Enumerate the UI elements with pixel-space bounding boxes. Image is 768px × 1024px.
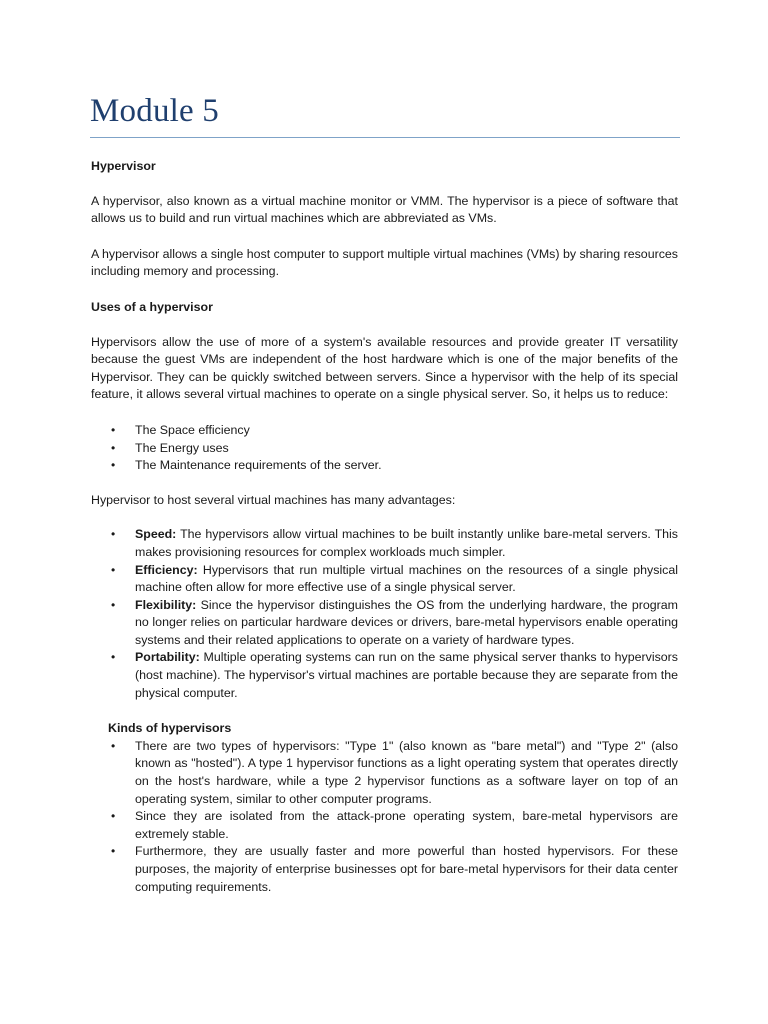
paragraph-advantages-intro: Hypervisor to host several virtual machines has many advantages: bbox=[91, 492, 456, 507]
reduce-list bbox=[91, 422, 678, 475]
bullet-icon: • bbox=[111, 650, 116, 665]
paragraph-uses: Hypervisors allow the use of more of a system's available resources and provide greater IT versatility because the guest VMs are independent of the host hardware which is one of the major benefits of the Hypervisor. They can be quickly switched between servers. Since a hypervisor with the help of its special feature, it allows several virtual machines to operate on a single physical server. So, it helps us to reduce: bbox=[91, 334, 678, 402]
bullet-icon: • bbox=[111, 422, 116, 437]
list-item: • The Energy uses bbox=[91, 440, 678, 458]
bullet-icon: • bbox=[111, 809, 116, 824]
advantage-term: Flexibility: bbox=[135, 597, 197, 612]
page-title: Module 5 bbox=[90, 93, 220, 129]
heading-uses: Uses of a hypervisor bbox=[91, 299, 213, 314]
bullet-icon: • bbox=[111, 458, 116, 473]
list-item: • Portability: Multiple operating systems can run on the same physical server thanks to hypervisors (host machine). The hypervisor's virtual machines are portable because they are separate from the physical computer. bbox=[111, 650, 678, 700]
list-item: • Flexibility: Since the hypervisor distinguishes the OS from the underlying hardware, the program no longer relies on particular hardware devices or drivers, bare-metal hypervisors enable operating systems and their related applications to operate on a variety of hardware types. bbox=[111, 597, 678, 647]
kinds-list bbox=[91, 738, 678, 896]
bullet-icon: • bbox=[111, 440, 116, 455]
heading-kinds: Kinds of hypervisors bbox=[108, 721, 232, 736]
bullet-icon: • bbox=[111, 527, 116, 542]
list-item: • Since they are isolated from the attack-prone operating system, bare-metal hypervisors are extremely stable. bbox=[111, 809, 678, 841]
advantages-list bbox=[91, 526, 678, 702]
advantage-term: Efficiency: bbox=[135, 562, 198, 577]
list-item: • Speed: The hypervisors allow virtual machines to be built instantly unlike bare-metal servers. This makes provisioning resources for complex workloads much simpler. bbox=[111, 527, 678, 559]
paragraph-host-support: A hypervisor allows a single host computer to support multiple virtual machines (VMs) by sharing resources including memory and processing. bbox=[91, 246, 678, 279]
title-underline bbox=[90, 137, 680, 138]
advantage-term: Speed: bbox=[135, 527, 177, 542]
bullet-icon: • bbox=[111, 597, 116, 612]
bullet-icon: • bbox=[111, 738, 116, 753]
list-item: • Efficiency: Hypervisors that run multiple virtual machines on the resources of a single physical machine often allow for more effective use of a single physical server. bbox=[111, 562, 678, 595]
paragraph-definition: A hypervisor, also known as a virtual machine monitor or VMM. The hypervisor is a piece of software that allows us to build and run virtual machines which are abbreviated as VMs. bbox=[91, 193, 678, 226]
list-item: • Furthermore, they are usually faster and more powerful than hosted hypervisors. For these purposes, the majority of enterprise businesses opt for bare-metal hypervisors for their data center computing requirements. bbox=[111, 844, 678, 894]
heading-hypervisor: Hypervisor bbox=[91, 159, 156, 173]
document-body bbox=[91, 158, 678, 896]
list-item: • There are two types of hypervisors: "Type 1" (also known as "bare metal") and "Type 2" (also known as "hosted"). A type 1 hypervisor functions as a light operating system that operates directly on the host's hardware, while a type 2 hypervisor functions as a software layer on top of an operating system, similar to other computer programs. bbox=[111, 738, 678, 806]
list-item: • The Space efficiency bbox=[91, 422, 678, 440]
advantage-term: Portability: bbox=[135, 650, 200, 665]
list-item: • The Maintenance requirements of the server. bbox=[91, 457, 678, 475]
bullet-icon: • bbox=[111, 844, 116, 859]
bullet-icon: • bbox=[111, 562, 116, 577]
